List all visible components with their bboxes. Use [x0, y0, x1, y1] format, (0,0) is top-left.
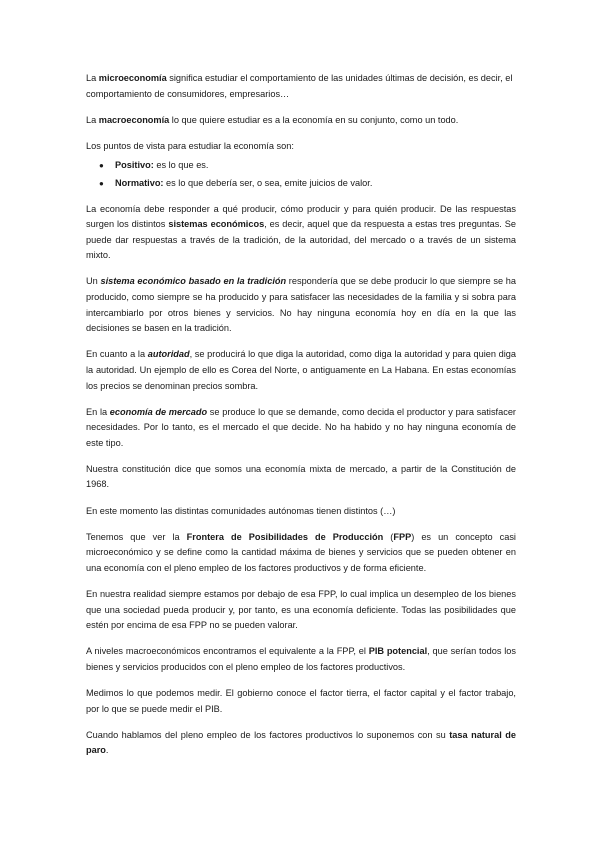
paragraph-tasa-natural	[86, 728, 516, 759]
term-sistemas-economicos: sistemas económicos	[168, 219, 265, 230]
text: lo que quiere estudiar es a la economía en su conjunto, como un todo.	[169, 114, 459, 125]
text: (	[383, 531, 394, 542]
paragraph-macroeconomia	[86, 113, 516, 129]
text: , es decir, aquel que da respuesta a estas tres preguntas. Se puede dar respuestas a través de la tradición, de la autoridad, del mercado o a través de un sistema mixto.	[86, 219, 517, 261]
paragraph-comunidades: En este momento las distintas comunidades autónomas tienen distintos (…)	[86, 505, 396, 516]
paragraph-realidad-fpp: En nuestra realidad siempre estamos por debajo de esa FPP, lo cual implica un desempleo de los bienes que una sociedad pueda producir y, por tanto, es una economía deficiente. Todas las posibilidades que estén por encima de esa FPP no se pueden valorar.	[86, 588, 516, 631]
term-pib-potencial: PIB potencial	[368, 646, 428, 657]
paragraph-sistemas-economicos	[86, 202, 516, 264]
text: se produce lo que se demande, como decida el productor y para satisfacer necesidades. Por lo tanto, es el mercado el que decide. No ha habido y no hay ninguna economía de este tipo.	[86, 406, 516, 448]
paragraph-medimos: Medimos lo que podemos medir. El gobierno conoce el factor tierra, el factor capital y el factor trabajo, por lo que se puede medir el PIB.	[86, 687, 516, 714]
viewpoints-list	[86, 158, 516, 191]
text: La	[86, 73, 99, 83]
text: La economía debe responder a qué producir, cómo producir y para quién producir. De las respuestas surgen los distintos	[86, 203, 516, 230]
paragraph-microeconomia	[86, 71, 516, 102]
paragraph-pib-potencial	[86, 644, 516, 675]
list-item-normativo	[99, 176, 516, 192]
text: , que serían todos los bienes y servicios producidos con el pleno empleo de los factores productivos.	[86, 646, 516, 672]
paragraph-tradicion	[86, 274, 516, 336]
text: .	[105, 745, 109, 756]
text: significa estudiar el comportamiento de las unidades últimas de decisión, es decir, el comportamiento de consumidores, empresarios…	[86, 73, 513, 99]
term-economia-mercado: economía de mercado	[109, 406, 208, 417]
term-autoridad: autoridad	[147, 349, 190, 360]
term-tasa-natural-paro: tasa natural de paro	[86, 729, 516, 756]
text: es lo que debería ser, o sea, emite juicios de valor.	[163, 177, 373, 188]
paragraph-fpp	[86, 530, 516, 577]
term-positivo: Positivo:	[115, 160, 154, 171]
term-fpp: Frontera de Posibilidades de Producción	[186, 531, 384, 542]
text: ) es un concepto casi microeconómico y se define como la cantidad máxima de bienes y servicios que se pueden obtener en una economía con el pleno empleo de los factores productivos y de forma eficiente.	[86, 531, 516, 573]
term-sistema-tradicion: sistema económico basado en la tradición	[100, 276, 287, 287]
term-macroeconomia: macroeconomía	[98, 114, 170, 125]
text: Tenemos que ver la	[86, 531, 187, 542]
text: En la	[86, 406, 110, 417]
text: Un	[86, 276, 101, 287]
paragraph-economia-mercado	[86, 405, 516, 452]
text: A niveles macroeconómicos encontramos el equivalente a la FPP, el	[86, 646, 369, 657]
document-body	[86, 71, 516, 769]
text: , se producirá lo que diga la autoridad, como diga la autoridad y para quien diga la autoridad. Un ejemplo de ello es Corea del Norte, o antiguamente en La Habana. En estas economías los precios se denominan precios sombra.	[86, 349, 516, 391]
paragraph-puntos-de-vista: Los puntos de vista para estudiar la economía son:	[86, 140, 294, 151]
term-fpp-abbr: FPP	[393, 531, 412, 542]
term-normativo: Normativo:	[115, 177, 164, 188]
text: respondería que se debe producir lo que siempre se ha producido, como siempre se ha producido y para satisfacer las necesidades de la familia y si sobra para intercambiarlo por otros bienes y servicios. No hay ninguna economía hoy en día en la que las decisiones se basen en la tradición.	[86, 276, 516, 334]
text: Cuando hablamos del pleno empleo de los factores productivos lo suponemos con su	[86, 729, 450, 740]
paragraph-constitucion: Nuestra constitución dice que somos una economía mixta de mercado, a partir de la Constitución de 1968.	[86, 463, 516, 490]
text: La	[86, 114, 99, 125]
list-item-positivo	[99, 158, 516, 174]
term-microeconomia: microeconomía	[98, 73, 167, 83]
text: es lo que es.	[153, 160, 209, 171]
text: En cuanto a la	[86, 349, 148, 360]
paragraph-autoridad	[86, 347, 516, 394]
